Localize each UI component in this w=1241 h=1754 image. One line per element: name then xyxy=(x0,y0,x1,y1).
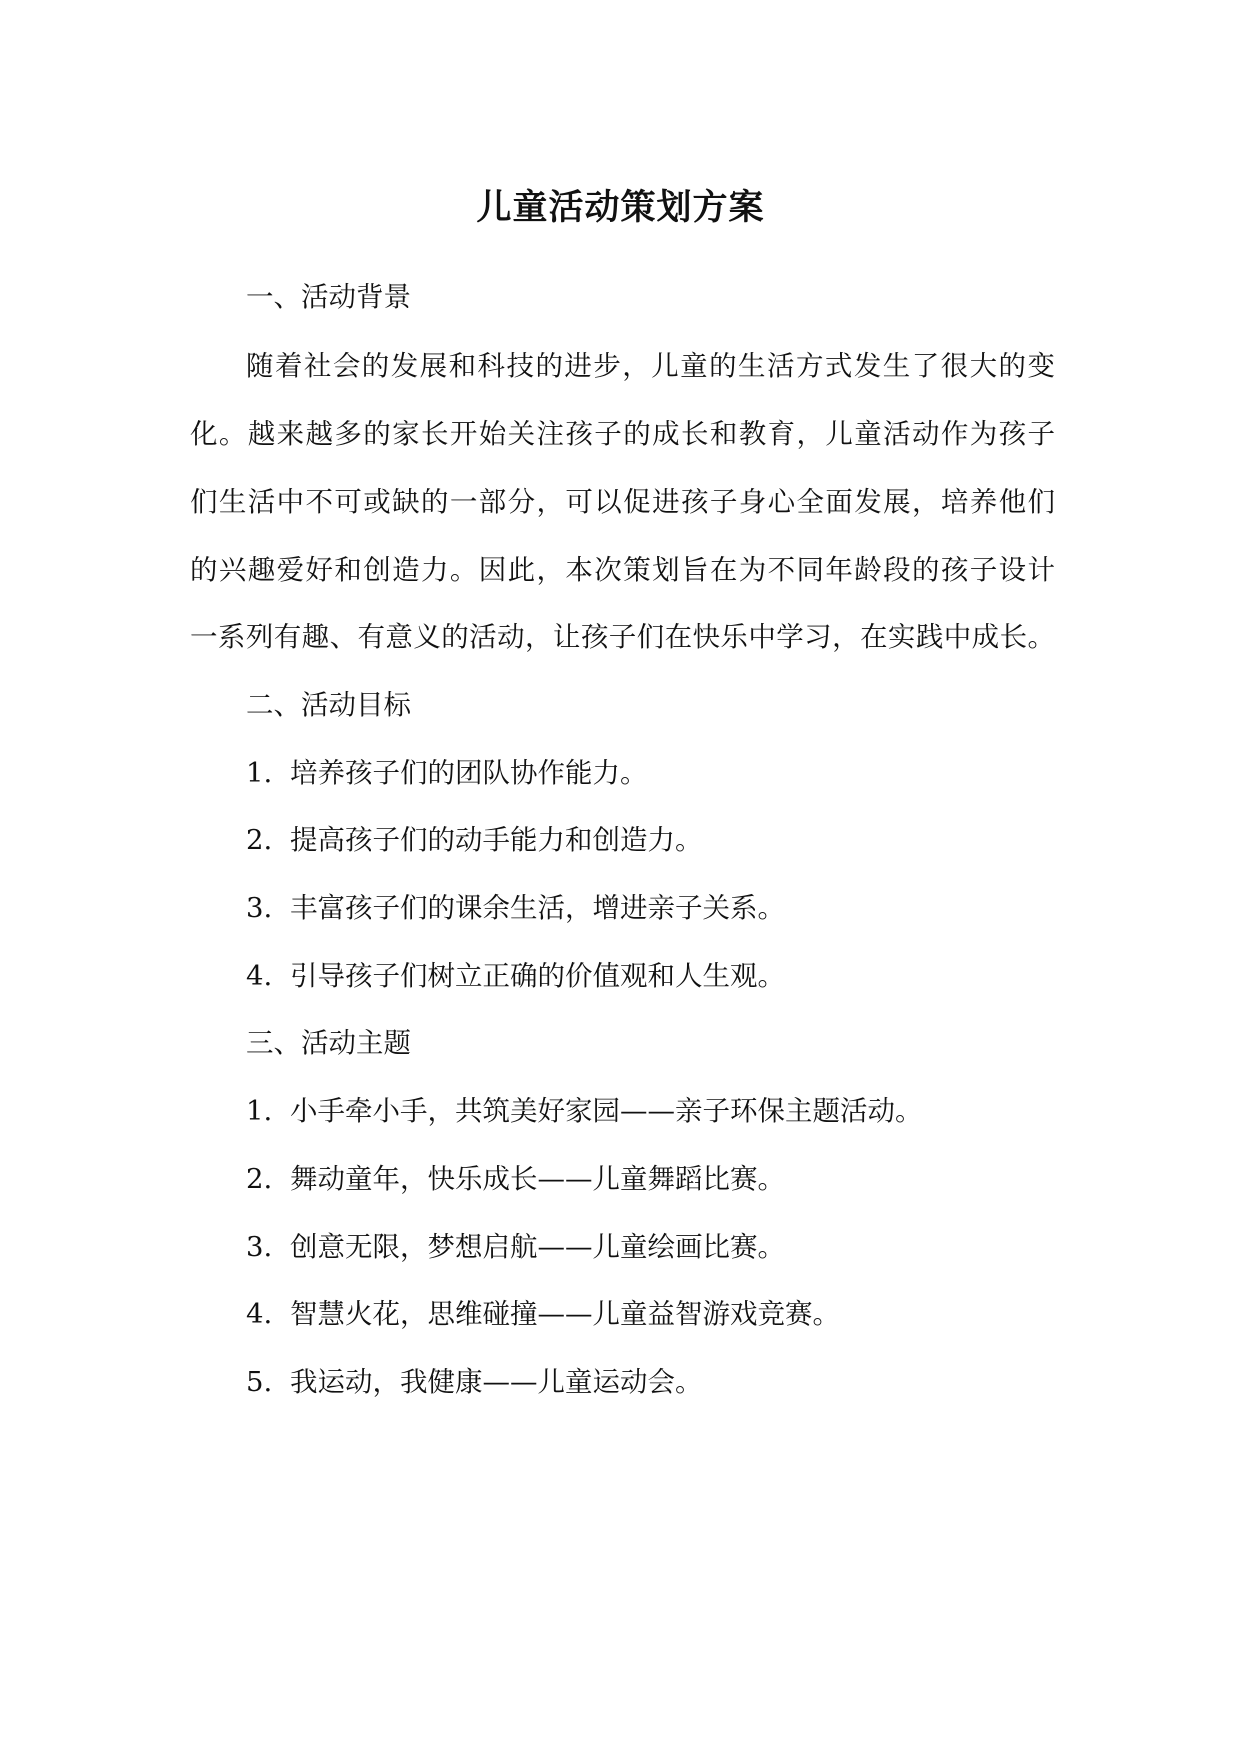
list-item-number: 2. xyxy=(246,824,273,856)
list-item xyxy=(246,1091,923,1131)
list-item xyxy=(246,956,785,996)
list-item-text: 我运动，我健康——儿童运动会。 xyxy=(290,1366,703,1398)
list-item xyxy=(246,820,703,860)
list-item-number: 4. xyxy=(246,960,273,992)
paragraph-line: 随着社会的发展和科技的进步，儿童的生活方式发生了很大的变 xyxy=(246,350,1055,382)
list-item-number: 3. xyxy=(246,1231,273,1263)
paragraph-line: 的兴趣爱好和创造力。因此，本次策划旨在为不同年龄段的孩子设计 xyxy=(190,554,1055,586)
list-item-text: 舞动童年，快乐成长——儿童舞蹈比赛。 xyxy=(290,1163,785,1195)
paragraph-line: 化。越来越多的家长开始关注孩子的成长和教育，儿童活动作为孩子 xyxy=(190,418,1055,450)
list-item-number: 3. xyxy=(246,892,273,924)
list-item-number: 2. xyxy=(246,1163,273,1195)
list-item-number: 5. xyxy=(246,1366,273,1398)
list-item xyxy=(246,1294,840,1334)
list-item-number: 4. xyxy=(246,1298,273,1330)
list-item-text: 培养孩子们的团队协作能力。 xyxy=(290,757,648,789)
list-item xyxy=(246,1362,703,1402)
list-item xyxy=(246,1159,785,1199)
list-item-text: 丰富孩子们的课余生活，增进亲子关系。 xyxy=(290,892,785,924)
document-title: 儿童活动策划方案 xyxy=(476,187,765,228)
list-item-text: 智慧火花，思维碰撞——儿童益智游戏竞赛。 xyxy=(290,1298,840,1330)
list-item-number: 1. xyxy=(246,1095,273,1127)
list-item xyxy=(246,753,648,793)
list-item-text: 引导孩子们树立正确的价值观和人生观。 xyxy=(290,960,785,992)
list-item-text: 创意无限，梦想启航——儿童绘画比赛。 xyxy=(290,1231,785,1263)
section-heading-goals: 二、活动目标 xyxy=(246,689,411,721)
section-heading-themes: 三、活动主题 xyxy=(246,1027,411,1059)
list-item-text: 小手牵小手，共筑美好家园——亲子环保主题活动。 xyxy=(290,1095,923,1127)
paragraph-line: 一系列有趣、有意义的活动，让孩子们在快乐中学习，在实践中成长。 xyxy=(190,621,1055,653)
paragraph-line: 们生活中不可或缺的一部分，可以促进孩子身心全面发展，培养他们 xyxy=(190,486,1055,518)
list-item xyxy=(246,888,785,928)
list-item xyxy=(246,1227,785,1267)
list-item-text: 提高孩子们的动手能力和创造力。 xyxy=(290,824,703,856)
section-heading-background: 一、活动背景 xyxy=(246,281,411,313)
list-item-number: 1. xyxy=(246,757,273,789)
